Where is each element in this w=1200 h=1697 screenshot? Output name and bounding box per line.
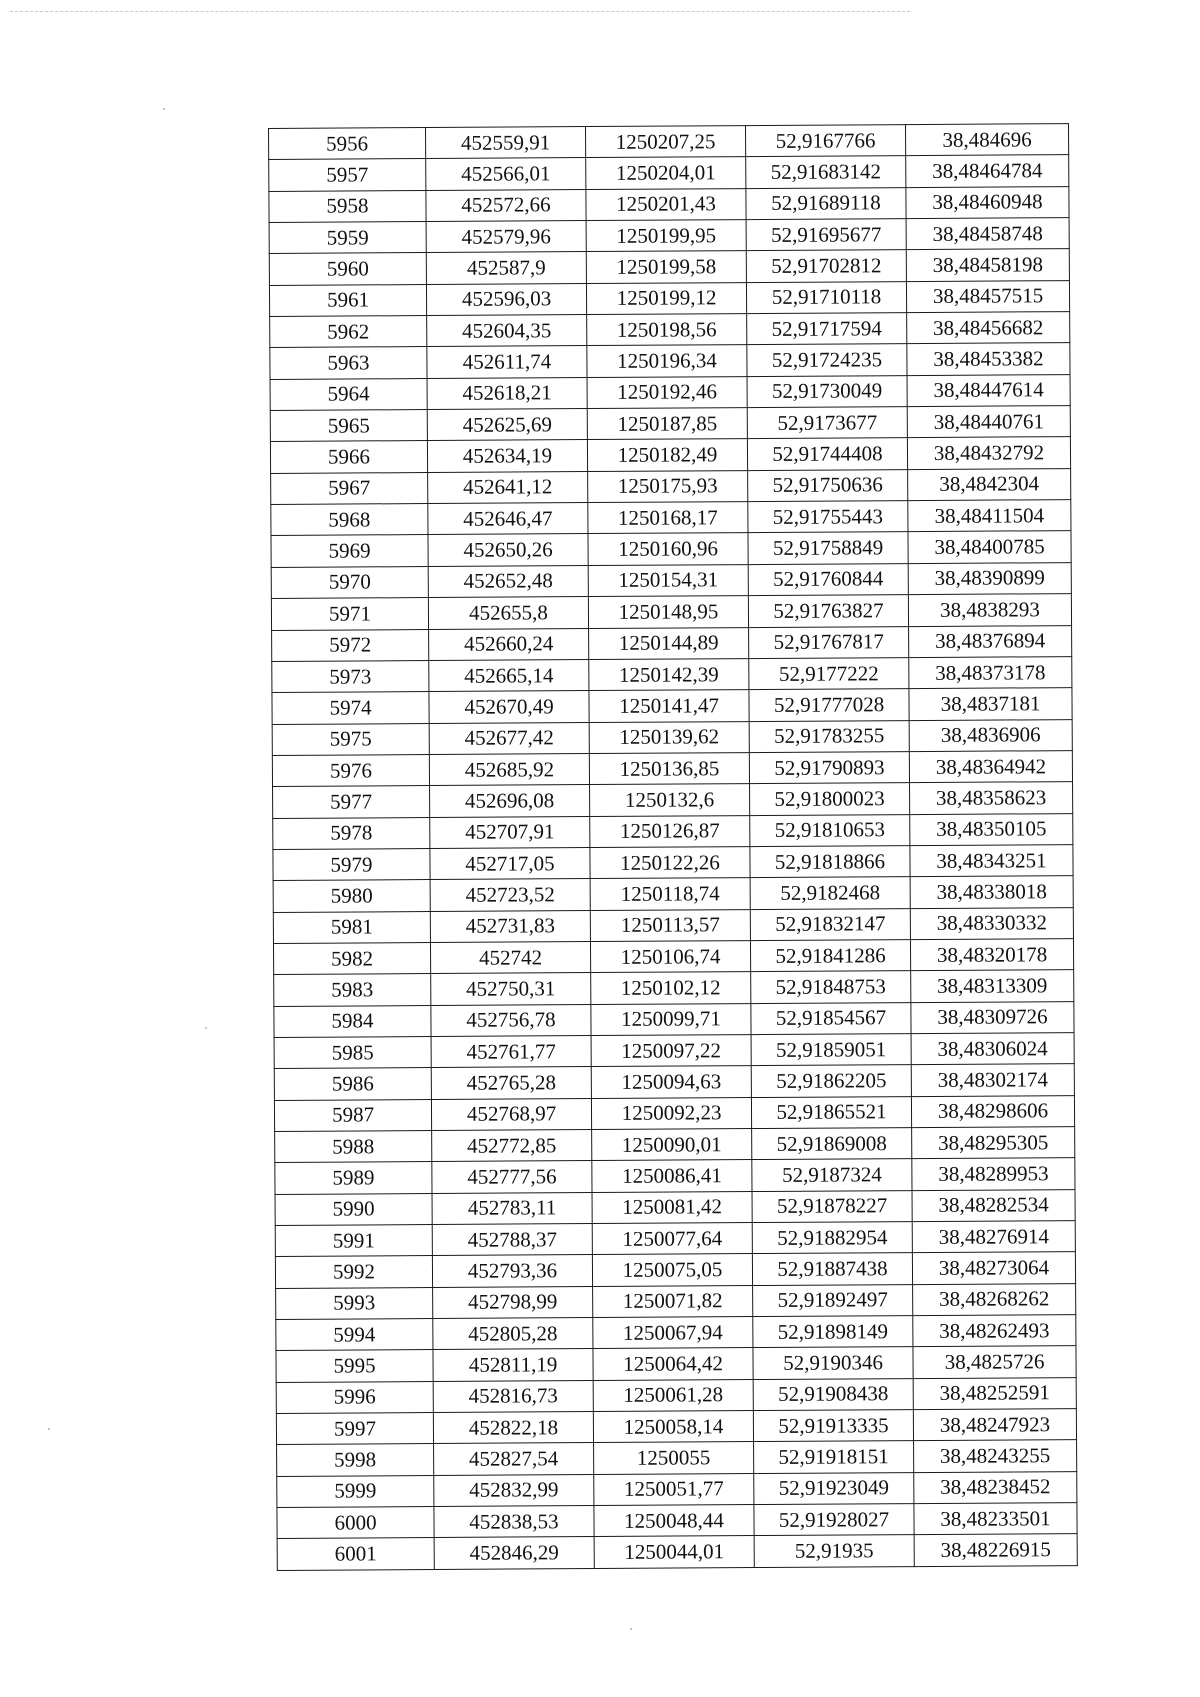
x-coordinate-cell: 452572,66 [426,189,586,221]
table-row [269,124,1069,160]
table-row [275,1252,1075,1288]
x-coordinate-cell: 452625,69 [427,409,587,441]
table-row [277,1471,1077,1507]
latitude-cell: 52,91878227 [752,1190,912,1222]
table-row [276,1315,1076,1351]
longitude-cell: 38,48238452 [914,1471,1077,1503]
table-row [272,625,1072,661]
table-row [271,468,1071,504]
table-row [277,1440,1077,1476]
longitude-cell: 38,4825726 [913,1346,1076,1378]
longitude-cell: 38,48313309 [911,970,1074,1002]
table-row [272,656,1072,692]
y-coordinate-cell: 1250090,01 [592,1129,752,1161]
latitude-cell: 52,9173677 [747,407,907,439]
longitude-cell: 38,48252591 [913,1377,1076,1409]
table-row [271,500,1071,536]
x-coordinate-cell: 452655,8 [428,597,588,629]
point-number-cell: 5970 [271,566,428,598]
point-number-cell: 5976 [272,754,429,786]
y-coordinate-cell: 1250077,64 [592,1223,752,1255]
table-row [276,1346,1076,1382]
x-coordinate-cell: 452838,53 [434,1506,594,1538]
point-number-cell: 6000 [277,1507,434,1539]
longitude-cell: 38,48247923 [913,1409,1076,1441]
point-number-cell: 5984 [274,1005,431,1037]
y-coordinate-cell: 1250204,01 [586,157,746,189]
point-number-cell: 5973 [272,660,429,692]
longitude-cell: 38,48411504 [908,500,1071,532]
longitude-cell: 38,48400785 [908,531,1071,563]
latitude-cell: 52,91882954 [752,1222,912,1254]
y-coordinate-cell: 1250142,39 [589,658,749,690]
longitude-cell: 38,48458748 [906,218,1069,250]
table-row [271,562,1071,598]
longitude-cell: 38,48289953 [912,1158,1075,1190]
latitude-cell: 52,91935 [754,1535,914,1567]
x-coordinate-cell: 452811,19 [433,1349,593,1381]
point-number-cell: 5967 [271,472,428,504]
point-number-cell: 5972 [272,629,429,661]
y-coordinate-cell: 1250201,43 [586,188,746,220]
longitude-cell: 38,48262493 [913,1315,1076,1347]
point-number-cell: 5964 [270,378,427,410]
table-row [277,1534,1077,1570]
y-coordinate-cell: 1250154,31 [588,564,748,596]
point-number-cell: 5982 [273,942,430,974]
point-number-cell: 5988 [275,1131,432,1163]
x-coordinate-cell: 452650,26 [428,534,588,566]
scan-speck [163,108,165,110]
x-coordinate-cell: 452783,11 [432,1192,592,1224]
y-coordinate-cell: 1250113,57 [590,909,750,941]
longitude-cell: 38,48295305 [912,1127,1075,1159]
longitude-cell: 38,48276914 [912,1221,1075,1253]
x-coordinate-cell: 452742 [430,941,590,973]
latitude-cell: 52,91892497 [753,1284,913,1316]
y-coordinate-cell: 1250139,62 [589,721,749,753]
point-number-cell: 5989 [275,1162,432,1194]
latitude-cell: 52,91908438 [753,1378,913,1410]
y-coordinate-cell: 1250132,6 [590,784,750,816]
point-number-cell: 5966 [270,441,427,473]
x-coordinate-cell: 452731,83 [430,910,590,942]
longitude-cell: 38,48350105 [910,813,1073,845]
point-number-cell: 5996 [276,1381,433,1413]
x-coordinate-cell: 452805,28 [433,1318,593,1350]
y-coordinate-cell: 1250118,74 [590,878,750,910]
table-row [275,1221,1075,1257]
table-row [269,280,1069,316]
x-coordinate-cell: 452611,74 [427,346,587,378]
x-coordinate-cell: 452596,03 [426,283,586,315]
latitude-cell: 52,91763827 [748,595,908,627]
latitude-cell: 52,91790893 [749,751,909,783]
table-row [273,907,1073,943]
x-coordinate-cell: 452788,37 [432,1224,592,1256]
point-number-cell: 5981 [273,911,430,943]
point-number-cell: 5986 [274,1068,431,1100]
x-coordinate-cell: 452677,42 [429,722,589,754]
table-row [273,813,1073,849]
latitude-cell: 52,9187324 [752,1159,912,1191]
point-number-cell: 5956 [269,128,426,160]
x-coordinate-cell: 452559,91 [426,127,586,159]
x-coordinate-cell: 452798,99 [433,1286,593,1318]
x-coordinate-cell: 452827,54 [434,1443,594,1475]
x-coordinate-cell: 452816,73 [433,1380,593,1412]
point-number-cell: 5993 [276,1287,433,1319]
y-coordinate-cell: 1250099,71 [591,1003,751,1035]
longitude-cell: 38,48233501 [914,1503,1077,1535]
table-row [269,249,1069,285]
x-coordinate-cell: 452832,99 [434,1474,594,1506]
table-row [275,1127,1075,1163]
longitude-cell: 38,48440761 [907,406,1070,438]
longitude-cell: 38,4836906 [909,719,1072,751]
y-coordinate-cell: 1250198,56 [587,314,747,346]
longitude-cell: 38,48330332 [910,907,1073,939]
point-number-cell: 5998 [277,1444,434,1476]
table-row [271,531,1071,567]
latitude-cell: 52,91928027 [754,1504,914,1536]
latitude-cell: 52,91683142 [746,156,906,188]
point-number-cell: 5979 [273,848,430,880]
y-coordinate-cell: 1250081,42 [592,1191,752,1223]
table-row [270,437,1070,473]
x-coordinate-cell: 452685,92 [429,753,589,785]
table-row [272,688,1072,724]
table-row [272,719,1072,755]
latitude-cell: 52,91758849 [748,532,908,564]
latitude-cell: 52,91730049 [747,375,907,407]
longitude-cell: 38,48273064 [912,1252,1075,1284]
latitude-cell: 52,91913335 [753,1410,913,1442]
latitude-cell: 52,91832147 [750,908,910,940]
y-coordinate-cell: 1250148,95 [588,596,748,628]
point-number-cell: 5968 [271,504,428,536]
table-row [274,1095,1074,1131]
latitude-cell: 52,91887438 [752,1253,912,1285]
longitude-cell: 38,484696 [905,124,1068,156]
y-coordinate-cell: 1250102,12 [591,972,751,1004]
y-coordinate-cell: 1250160,96 [588,533,748,565]
point-number-cell: 5963 [270,347,427,379]
y-coordinate-cell: 1250141,47 [589,690,749,722]
longitude-cell: 38,48226915 [914,1534,1077,1566]
longitude-cell: 38,48458198 [906,249,1069,281]
longitude-cell: 38,4838293 [908,594,1071,626]
latitude-cell: 52,91898149 [753,1316,913,1348]
x-coordinate-cell: 452641,12 [428,471,588,503]
latitude-cell: 52,91800023 [750,783,910,815]
point-number-cell: 5960 [269,253,426,285]
y-coordinate-cell: 1250182,49 [587,439,747,471]
longitude-cell: 38,48306024 [911,1033,1074,1065]
table-row [270,374,1070,410]
latitude-cell: 52,91865521 [751,1096,911,1128]
point-number-cell: 5994 [276,1319,433,1351]
x-coordinate-cell: 452652,48 [428,565,588,597]
table-row [274,1033,1074,1069]
y-coordinate-cell: 1250044,01 [594,1536,754,1568]
latitude-cell: 52,91755443 [748,501,908,533]
x-coordinate-cell: 452604,35 [427,315,587,347]
longitude-cell: 38,48364942 [909,750,1072,782]
latitude-cell: 52,9182468 [750,877,910,909]
table-row [273,782,1073,818]
scan-speck [48,1428,50,1430]
point-number-cell: 5985 [274,1036,431,1068]
y-coordinate-cell: 1250092,23 [591,1097,751,1129]
y-coordinate-cell: 1250136,85 [589,752,749,784]
x-coordinate-cell: 452634,19 [427,440,587,472]
longitude-cell: 38,48268262 [913,1283,1076,1315]
longitude-cell: 38,48320178 [910,939,1073,971]
x-coordinate-cell: 452822,18 [433,1412,593,1444]
table-row [273,876,1073,912]
point-number-cell: 5975 [272,723,429,755]
longitude-cell: 38,4837181 [909,688,1072,720]
y-coordinate-cell: 1250067,94 [593,1317,753,1349]
point-number-cell: 5959 [269,222,426,254]
y-coordinate-cell: 1250126,87 [590,815,750,847]
y-coordinate-cell: 1250207,25 [585,126,745,158]
point-number-cell: 5971 [271,598,428,630]
x-coordinate-cell: 452772,85 [432,1130,592,1162]
point-number-cell: 5957 [269,159,426,191]
latitude-cell: 52,91777028 [749,689,909,721]
x-coordinate-cell: 452846,29 [434,1537,594,1569]
point-number-cell: 5990 [275,1193,432,1225]
coordinates-table [268,123,1078,1571]
latitude-cell: 52,91744408 [747,438,907,470]
table-row [274,970,1074,1006]
point-number-cell: 5992 [275,1256,432,1288]
x-coordinate-cell: 452761,77 [431,1036,591,1068]
x-coordinate-cell: 452768,97 [431,1098,591,1130]
latitude-cell: 52,91783255 [749,720,909,752]
y-coordinate-cell: 1250199,58 [586,251,746,283]
point-number-cell: 5962 [270,316,427,348]
longitude-cell: 38,48343251 [910,845,1073,877]
y-coordinate-cell: 1250075,05 [592,1254,752,1286]
longitude-cell: 38,48457515 [906,280,1069,312]
coordinates-table-body [269,124,1078,1571]
longitude-cell: 38,48464784 [906,155,1069,187]
table-row [274,1064,1074,1100]
y-coordinate-cell: 1250097,22 [591,1035,751,1067]
table-row [270,343,1070,379]
y-coordinate-cell: 1250064,42 [593,1348,753,1380]
y-coordinate-cell: 1250144,89 [589,627,749,659]
x-coordinate-cell: 452765,28 [431,1067,591,1099]
table-row [269,186,1069,222]
y-coordinate-cell: 1250055 [594,1442,754,1474]
table-row [271,594,1071,630]
y-coordinate-cell: 1250058,14 [593,1411,753,1443]
point-number-cell: 5969 [271,535,428,567]
point-number-cell: 5991 [275,1225,432,1257]
longitude-cell: 38,48460948 [906,186,1069,218]
scan-speck [205,1027,207,1029]
y-coordinate-cell: 1250094,63 [591,1066,751,1098]
x-coordinate-cell: 452646,47 [428,503,588,535]
longitude-cell: 38,48298606 [911,1095,1074,1127]
latitude-cell: 52,91710118 [746,281,906,313]
x-coordinate-cell: 452723,52 [430,879,590,911]
point-number-cell: 5977 [273,786,430,818]
x-coordinate-cell: 452660,24 [429,628,589,660]
y-coordinate-cell: 1250196,34 [587,345,747,377]
latitude-cell: 52,91841286 [750,940,910,972]
longitude-cell: 38,48373178 [909,656,1072,688]
longitude-cell: 38,48447614 [907,374,1070,406]
table-row [273,845,1073,881]
latitude-cell: 52,91767817 [749,626,909,658]
x-coordinate-cell: 452670,49 [429,691,589,723]
table-row [269,218,1069,254]
point-number-cell: 6001 [277,1538,434,1570]
y-coordinate-cell: 1250071,82 [593,1285,753,1317]
y-coordinate-cell: 1250086,41 [592,1160,752,1192]
x-coordinate-cell: 452579,96 [426,221,586,253]
x-coordinate-cell: 452777,56 [432,1161,592,1193]
latitude-cell: 52,9177222 [749,657,909,689]
longitude-cell: 38,48309726 [911,1001,1074,1033]
y-coordinate-cell: 1250051,77 [594,1473,754,1505]
latitude-cell: 52,91724235 [747,344,907,376]
table-row [275,1158,1075,1194]
longitude-cell: 38,48432792 [907,437,1070,469]
y-coordinate-cell: 1250199,12 [586,282,746,314]
x-coordinate-cell: 452618,21 [427,377,587,409]
longitude-cell: 38,48282534 [912,1189,1075,1221]
x-coordinate-cell: 452696,08 [430,785,590,817]
table-row [274,1001,1074,1037]
table-row [269,155,1069,191]
point-number-cell: 5983 [274,974,431,1006]
scan-speck [630,1628,632,1630]
y-coordinate-cell: 1250199,95 [586,220,746,252]
latitude-cell: 52,91717594 [747,313,907,345]
y-coordinate-cell: 1250192,46 [587,376,747,408]
latitude-cell: 52,9190346 [753,1347,913,1379]
longitude-cell: 38,48456682 [907,312,1070,344]
x-coordinate-cell: 452750,31 [431,973,591,1005]
point-number-cell: 5961 [269,284,426,316]
x-coordinate-cell: 452665,14 [429,659,589,691]
table-row [276,1409,1076,1445]
x-coordinate-cell: 452566,01 [426,158,586,190]
latitude-cell: 52,91923049 [754,1472,914,1504]
x-coordinate-cell: 452717,05 [430,847,590,879]
x-coordinate-cell: 452756,78 [431,1004,591,1036]
latitude-cell: 52,91859051 [751,1034,911,1066]
point-number-cell: 5980 [273,880,430,912]
latitude-cell: 52,91854567 [751,1002,911,1034]
longitude-cell: 38,48243255 [914,1440,1077,1472]
point-number-cell: 5958 [269,190,426,222]
scan-artifact-line [10,11,910,12]
longitude-cell: 38,48338018 [910,876,1073,908]
y-coordinate-cell: 1250048,44 [594,1505,754,1537]
point-number-cell: 5974 [272,692,429,724]
latitude-cell: 52,91918151 [754,1441,914,1473]
longitude-cell: 38,48453382 [907,343,1070,375]
latitude-cell: 52,91862205 [751,1065,911,1097]
y-coordinate-cell: 1250122,26 [590,846,750,878]
x-coordinate-cell: 452707,91 [430,816,590,848]
latitude-cell: 52,91760844 [748,563,908,595]
table-row [277,1503,1077,1539]
longitude-cell: 38,48390899 [908,562,1071,594]
latitude-cell: 52,91702812 [746,250,906,282]
point-number-cell: 5978 [273,817,430,849]
latitude-cell: 52,9167766 [745,125,905,157]
y-coordinate-cell: 1250175,93 [588,470,748,502]
y-coordinate-cell: 1250187,85 [587,408,747,440]
longitude-cell: 38,48302174 [911,1064,1074,1096]
longitude-cell: 38,48376894 [909,625,1072,657]
table-row [276,1377,1076,1413]
point-number-cell: 5995 [276,1350,433,1382]
latitude-cell: 52,91810653 [750,814,910,846]
latitude-cell: 52,91689118 [746,187,906,219]
latitude-cell: 52,91750636 [748,469,908,501]
latitude-cell: 52,91848753 [751,971,911,1003]
y-coordinate-cell: 1250061,28 [593,1379,753,1411]
latitude-cell: 52,91695677 [746,219,906,251]
latitude-cell: 52,91869008 [752,1128,912,1160]
x-coordinate-cell: 452793,36 [432,1255,592,1287]
table-row [272,750,1072,786]
y-coordinate-cell: 1250168,17 [588,502,748,534]
x-coordinate-cell: 452587,9 [426,252,586,284]
y-coordinate-cell: 1250106,74 [590,941,750,973]
table-row [270,312,1070,348]
point-number-cell: 5999 [277,1475,434,1507]
point-number-cell: 5987 [274,1099,431,1131]
table-row [273,939,1073,975]
longitude-cell: 38,4842304 [908,468,1071,500]
point-number-cell: 5997 [276,1413,433,1445]
table-row [270,406,1070,442]
table-row [276,1283,1076,1319]
point-number-cell: 5965 [270,410,427,442]
table-row [275,1189,1075,1225]
latitude-cell: 52,91818866 [750,845,910,877]
longitude-cell: 38,48358623 [910,782,1073,814]
